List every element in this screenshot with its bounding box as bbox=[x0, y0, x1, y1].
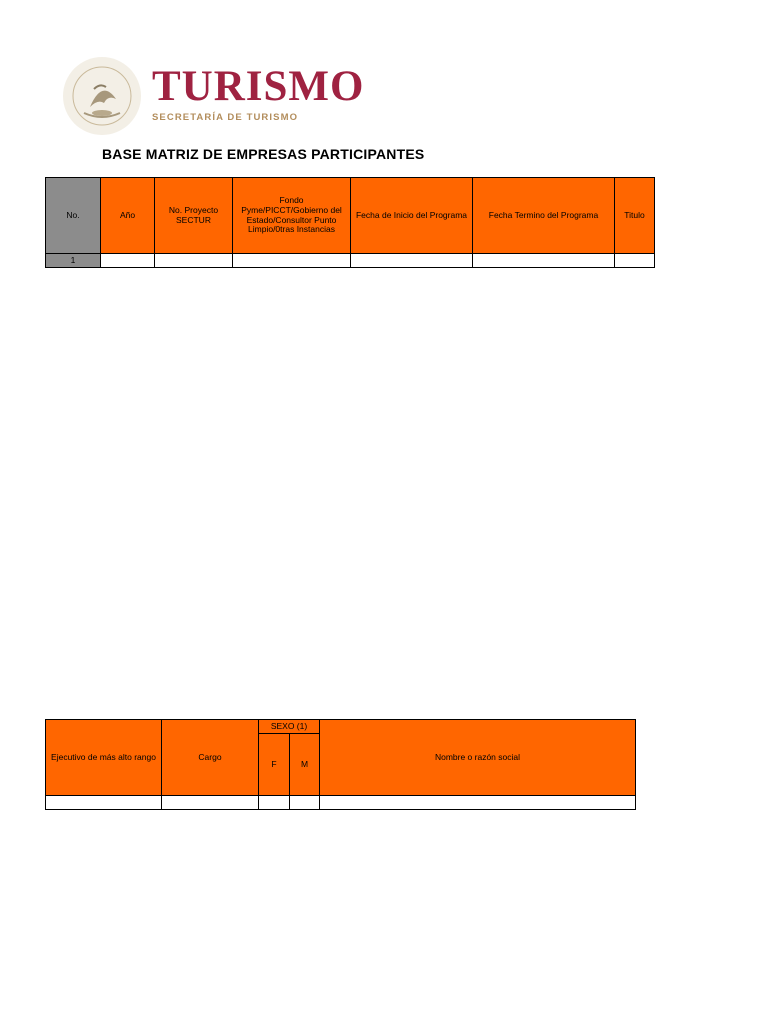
header-sexo-f: F bbox=[259, 734, 290, 796]
header-titulo: Titulo bbox=[615, 178, 655, 254]
cell-fondo[interactable] bbox=[233, 254, 351, 268]
header-nombre: Nombre o razón social bbox=[320, 720, 636, 796]
brand-name: TURISMO bbox=[152, 63, 365, 110]
cell-ano[interactable] bbox=[101, 254, 155, 268]
header-no: No. bbox=[46, 178, 101, 254]
row-number: 1 bbox=[46, 254, 101, 268]
mexican-seal-icon bbox=[60, 55, 144, 137]
participants-table bbox=[45, 177, 655, 268]
cell-sexo-f[interactable] bbox=[259, 796, 290, 810]
executive-table bbox=[45, 719, 636, 810]
table-row bbox=[46, 796, 636, 810]
cell-sexo-m[interactable] bbox=[290, 796, 320, 810]
header-row-top bbox=[46, 720, 636, 734]
brand-subtitle: SECRETARÍA DE TURISMO bbox=[152, 112, 299, 123]
cell-ejecutivo[interactable] bbox=[46, 796, 162, 810]
cell-nombre[interactable] bbox=[320, 796, 636, 810]
cell-fecha-inicio[interactable] bbox=[351, 254, 473, 268]
header-ejecutivo: Ejecutivo de más alto rango bbox=[46, 720, 162, 796]
header-ano: Año bbox=[101, 178, 155, 254]
cell-cargo[interactable] bbox=[162, 796, 259, 810]
header-sexo: SEXO (1) bbox=[259, 720, 320, 734]
turismo-logo bbox=[60, 55, 376, 137]
header-row bbox=[46, 178, 655, 254]
table-row bbox=[46, 254, 655, 268]
cell-fecha-termino[interactable] bbox=[473, 254, 615, 268]
header-fecha-inicio: Fecha de Inicio del Programa bbox=[351, 178, 473, 254]
header-fecha-termino: Fecha Termino del Programa bbox=[473, 178, 615, 254]
header-sexo-m: M bbox=[290, 734, 320, 796]
header-proyecto: No. Proyecto SECTUR bbox=[155, 178, 233, 254]
cell-proyecto[interactable] bbox=[155, 254, 233, 268]
header-fondo: Fondo Pyme/PICCT/Gobierno del Estado/Consultor Punto Limpio/0tras Instancias bbox=[233, 178, 351, 254]
document-title: BASE MATRIZ DE EMPRESAS PARTICIPANTES bbox=[102, 146, 425, 162]
header-cargo: Cargo bbox=[162, 720, 259, 796]
cell-titulo[interactable] bbox=[615, 254, 655, 268]
